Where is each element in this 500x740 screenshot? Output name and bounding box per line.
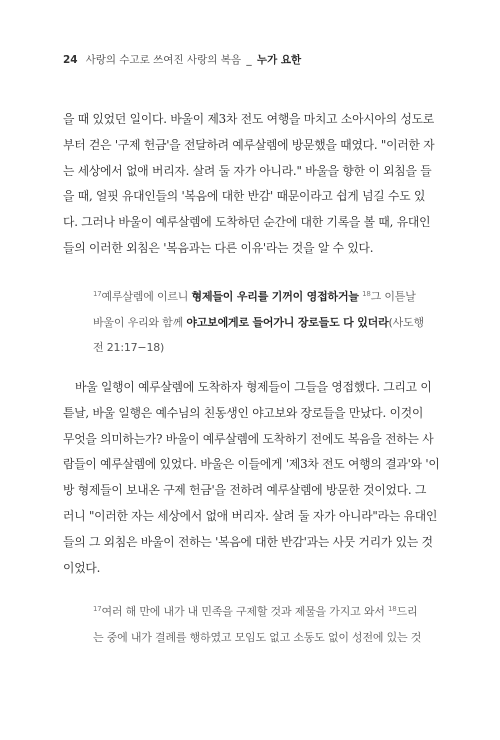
- paragraph-line: 람들이 예루살렘에 있었다. 바울은 이들에게 '제3차 전도 여행의 결과'와 '이: [63, 457, 440, 472]
- quote-emphasis: 형제들이 우리를 기꺼이 영접하거늘: [191, 290, 359, 303]
- verse-number: 17: [93, 290, 102, 298]
- verse-number: 18: [388, 605, 397, 613]
- title-separator: _: [246, 54, 252, 66]
- page-number: 24: [63, 54, 78, 66]
- quote-text: 여러 해 만에 내가 내 민족을 구제할 것과 제물을 가지고 와서: [101, 605, 389, 618]
- paragraph-line: 다. 그러나 바울이 예루살렘에 도착하던 순간에 대한 기록을 볼 때, 유대인: [63, 215, 431, 230]
- verse-number: 17: [93, 605, 102, 613]
- book-subtitle: 누가 요한: [256, 54, 302, 66]
- quote-text: (사도행: [388, 315, 424, 329]
- paragraph-line: 무엇을 의미하는가? 바울이 예루살렘에 도착하기 전에도 복음을 전하는 사: [63, 431, 434, 446]
- paragraph-line: 이었다.: [63, 560, 101, 575]
- body-paragraph-1: [63, 107, 437, 262]
- paragraph-line: 들의 그 외침은 바울이 전하는 '복음에 대한 반감'과는 사뭇 거리가 있는 것: [63, 534, 433, 549]
- quote-emphasis: 야고보에게로 들어가니 장로들도 다 있더라: [186, 315, 389, 329]
- running-header: [63, 52, 301, 67]
- quote-line: [93, 597, 438, 625]
- paragraph-line: 는 세상에서 없애 버리자. 살려 둘 자가 아니라." 바울을 향한 이 외침을 들: [63, 163, 432, 178]
- scripture-reference: 전 21:17−18): [93, 341, 165, 354]
- quote-line: [93, 335, 438, 361]
- quote-text: 바울이 우리와 함께: [93, 315, 187, 329]
- quote-line: [93, 625, 438, 651]
- paragraph-line: 러니 "이러한 자는 세상에서 없애 버리자. 살려 둘 자가 아니라"라는 유대인: [63, 508, 438, 523]
- paragraph-line: 바울 일행이 예루살렘에 도착하자 형제들이 그들을 영접했다. 그리고 이: [75, 380, 432, 394]
- quote-text: 드리: [396, 605, 418, 618]
- quote-text: 예루살렘에 이르니: [101, 290, 192, 303]
- quote-text: 그 이튿날: [370, 290, 416, 303]
- quote-text: 는 중에 내가 결례를 행하였고 모임도 없고 소동도 없이 성전에 있는 것: [93, 630, 422, 644]
- verse-number: 18: [362, 290, 371, 298]
- paragraph-line: 을 때 있었던 일이다. 바울이 제3차 전도 여행을 마치고 소아시아의 성도로: [63, 112, 435, 126]
- paragraph-line: 들의 이러한 외침은 '복음과는 다른 이유'라는 것을 알 수 있다.: [63, 240, 374, 255]
- body-paragraph-2: [63, 375, 440, 581]
- paragraph-line: 튿날, 바울 일행은 예수님의 친동생인 야고보와 장로들을 만났다. 이것이: [63, 405, 424, 420]
- quote-line: [93, 310, 438, 336]
- book-title: 사랑의 수고로 쓰여진 사랑의 복음: [85, 54, 241, 66]
- paragraph-line: 부터 걷은 '구제 헌금'을 전달하려 예루살렘에 방문했을 때였다. "이러한 자: [63, 137, 435, 152]
- paragraph-line: 을 때, 얼핏 유대인들의 '복음에 대한 반감' 때문이라고 쉽게 넘길 수도 있: [63, 189, 426, 204]
- scripture-quote-1: [93, 282, 438, 361]
- quote-line: [93, 282, 438, 310]
- scripture-quote-2: [93, 597, 438, 650]
- paragraph-line: 방 형제들이 보내온 구제 헌금'을 전하려 예루살렘에 방문한 것이었다. 그: [63, 483, 427, 498]
